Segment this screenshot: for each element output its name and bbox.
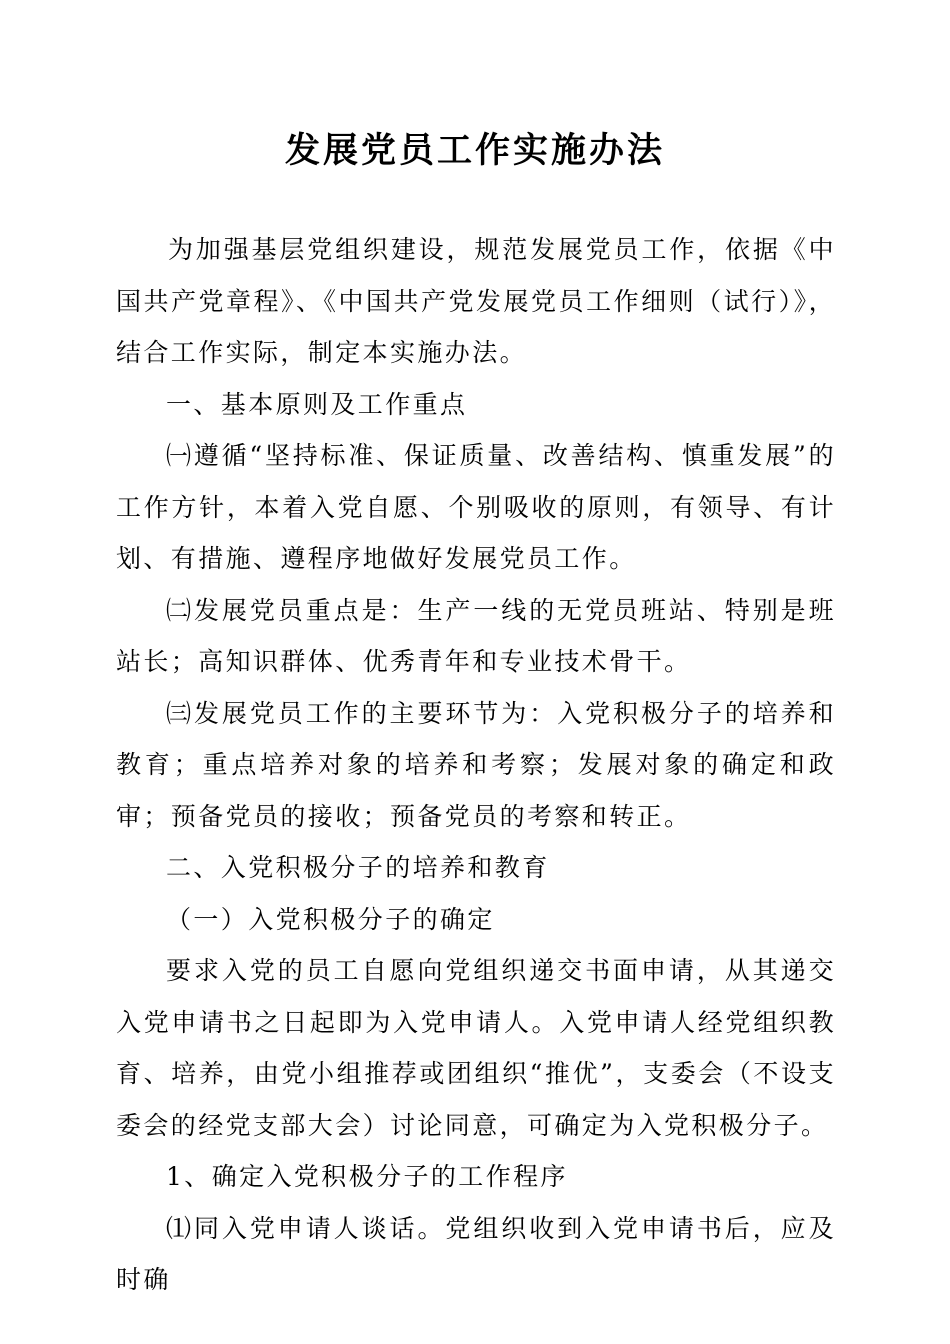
paragraph-activist-definition: 要求入党的员工自愿向党组织递交书面申请，从其递交入党申请书之日起即为入党申请人。入党申请人经党组织教育、培养，由党小组推荐或团组织“推优”，支委会（不设支委会的经党支部大会）讨论同意，可确定为入党积极分子。 xyxy=(116,956,836,1140)
subsection-heading-1: （一）入党积极分子的确定 xyxy=(166,904,495,934)
paragraph-step-1: ⑴同入党申请人谈话。党组织收到入党申请书后，应及时确 xyxy=(116,1213,836,1294)
section-heading-1: 一、基本原则及工作重点 xyxy=(166,389,468,419)
document-title: 发展党员工作实施办法 xyxy=(284,130,665,171)
document-body xyxy=(116,224,836,1306)
paragraph-item-2: ㈡发展党员重点是：生产一线的无党员班站、特别是班站长；高知识群体、优秀青年和专业技术骨干。 xyxy=(116,595,836,676)
paragraph-preamble: 为加强基层党组织建设，规范发展党员工作，依据《中国共产党章程》、《中国共产党发展党员工作细则（试行）》，结合工作实际，制定本实施办法。 xyxy=(116,235,836,367)
paragraph-item-3: ㈢发展党员工作的主要环节为：入党积极分子的培养和教育；重点培养对象的培养和考察；发展对象的确定和政审；预备党员的接收；预备党员的考察和转正。 xyxy=(116,698,836,831)
section-heading-2: 二、入党积极分子的培养和教育 xyxy=(166,853,550,882)
paragraph-item-1: ㈠遵循“坚持标准、保证质量、改善结构、慎重发展”的工作方针，本着入党自愿、个别吸收的原则，有领导、有计划、有措施、遵程序地做好发展党员工作。 xyxy=(116,441,836,573)
subsection-heading-procedure: 1、确定入党积极分子的工作程序 xyxy=(166,1162,568,1191)
